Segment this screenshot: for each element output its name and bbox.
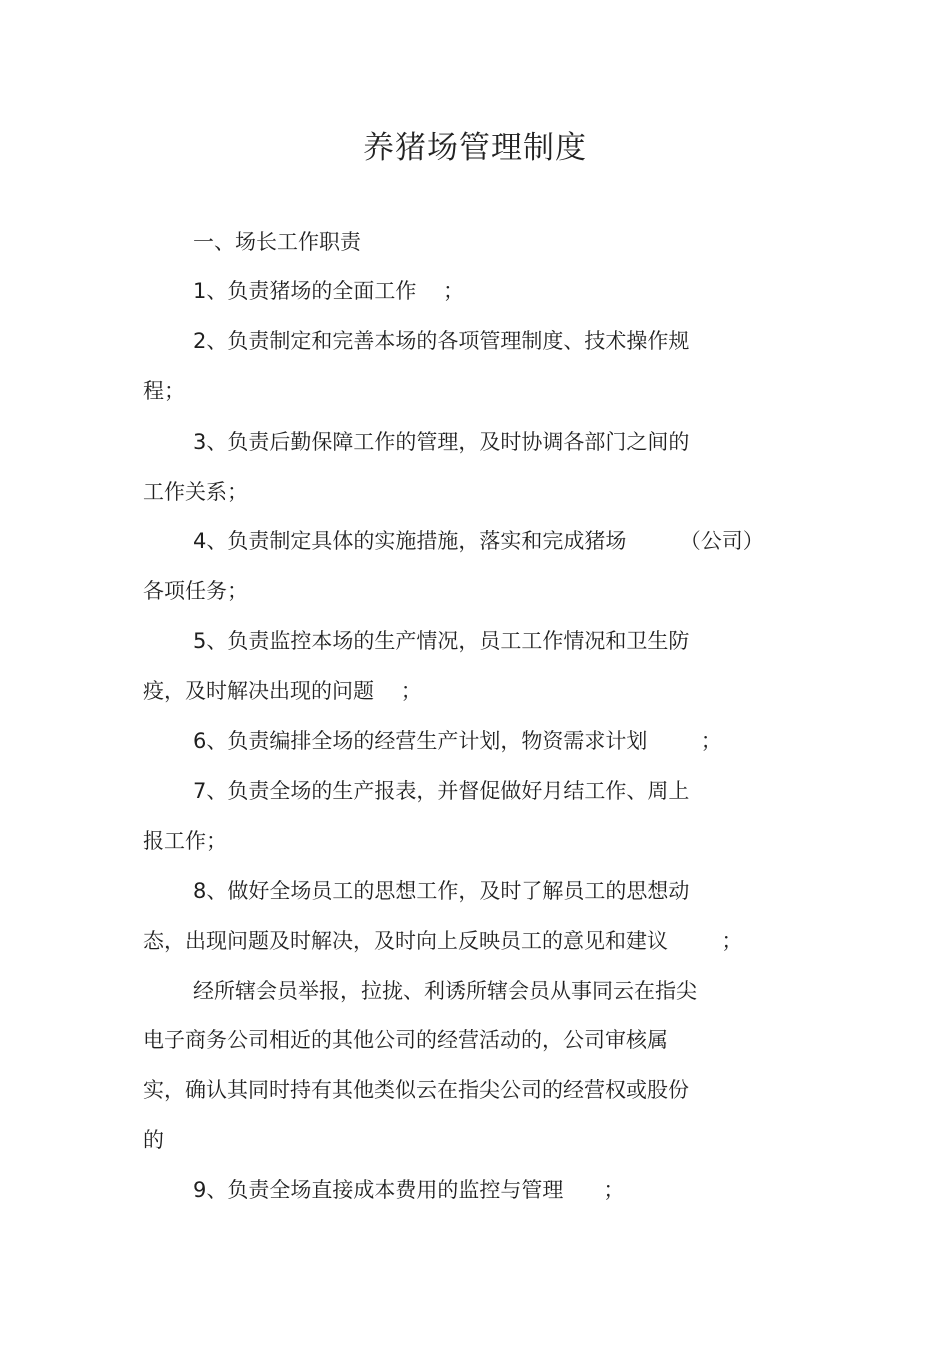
paragraph-line: 各项任务； — [143, 579, 248, 603]
paragraph-line: 态，出现问题及时解决，及时向上反映员工的意见和建议 ； — [143, 929, 743, 953]
paragraph-line: 报工作； — [143, 829, 227, 853]
paragraph-line: 疫，及时解决出现的问题 ； — [143, 679, 422, 703]
paragraph-line: 经所辖会员举报，拉拢、利诱所辖会员从事同云在指尖 — [193, 979, 697, 1003]
paragraph-line: 电子商务公司相近的其他公司的经营活动的，公司审核属 — [143, 1028, 668, 1052]
paragraph-line: 程； — [143, 379, 185, 403]
paragraph-line: 2、负责制定和完善本场的各项管理制度、技术操作规 — [193, 329, 690, 353]
paragraph-line: 的 — [143, 1128, 164, 1152]
paragraph-line: 4、负责制定具体的实施措施，落实和完成猪场 （公司） — [193, 529, 764, 553]
paragraph-line: 9、负责全场直接成本费用的监控与管理 ； — [193, 1178, 625, 1202]
paragraph-line: 3、负责后勤保障工作的管理，及时协调各部门之间的 — [193, 430, 690, 454]
paragraph-line: 实，确认其同时持有其他类似云在指尖公司的经营权或股份 — [143, 1078, 689, 1102]
paragraph-line: 6、负责编排全场的经营生产计划，物资需求计划 ； — [193, 729, 722, 753]
paragraph-line: 8、做好全场员工的思想工作，及时了解员工的思想动 — [193, 879, 690, 903]
paragraph-line: 1、负责猪场的全面工作 ； — [193, 279, 465, 303]
paragraph-line: 工作关系； — [143, 480, 248, 504]
paragraph-line: 7、负责全场的生产报表，并督促做好月结工作、周上 — [193, 779, 690, 803]
document-title: 养猪场管理制度 — [363, 130, 587, 166]
section-heading: 一、场长工作职责 — [193, 230, 361, 254]
paragraph-line: 5、负责监控本场的生产情况，员工工作情况和卫生防 — [193, 629, 690, 653]
